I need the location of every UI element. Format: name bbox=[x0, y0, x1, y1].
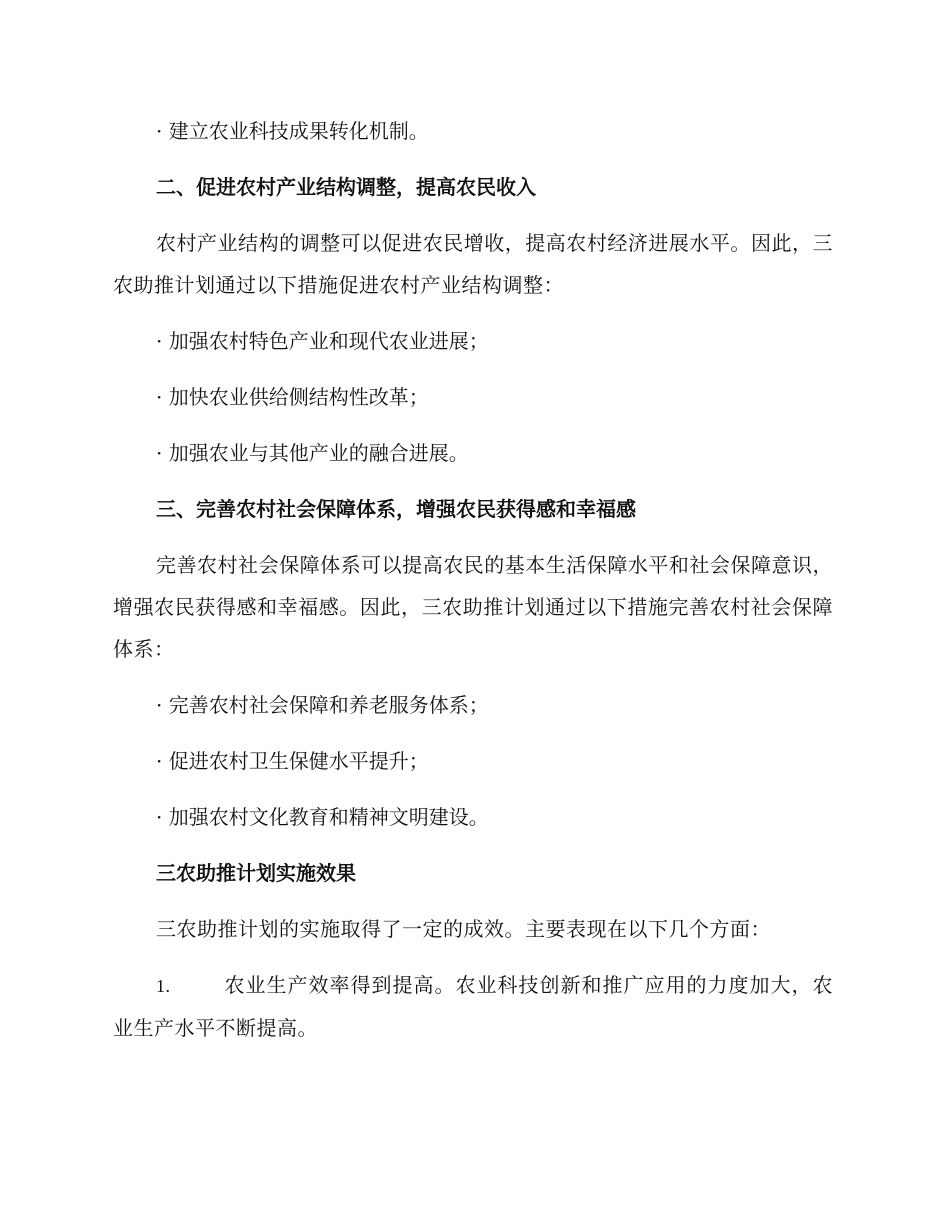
bullet-item: · 建立农业科技成果转化机制。 bbox=[156, 119, 429, 143]
bullet-item: · 加快农业供给侧结构性改革； bbox=[156, 385, 429, 409]
bullet-item: · 加强农村特色产业和现代农业进展； bbox=[156, 329, 489, 353]
paragraph-social-security: 完善农村社会保障体系可以提高农民的基本生活保障水平和社会保障意识，增强农民获得感和幸福感。因此，三农助推计划通过以下措施完善农村社会保障体系： bbox=[113, 553, 833, 661]
paragraph-industry: 农村产业结构的调整可以促进农民增收，提高农村经济进展水平。因此，三农助推计划通过以下措施促进农村产业结构调整： bbox=[113, 231, 833, 297]
paragraph-effect: 三农助推计划的实施取得了一定的成效。主要表现在以下几个方面： bbox=[156, 917, 771, 941]
numbered-item-1 bbox=[113, 964, 833, 1049]
list-number: 1. bbox=[156, 976, 171, 996]
numbered-item-text: 农业生产效率得到提高。农业科技创新和推广应用的力度加大，农业生产水平不断提高。 bbox=[113, 973, 833, 1040]
bullet-item: · 加强农业与其他产业的融合进展。 bbox=[156, 441, 469, 465]
bullet-item: · 加强农村文化教育和精神文明建设。 bbox=[156, 805, 489, 829]
section-heading-effect: 三农助推计划实施效果 bbox=[156, 861, 356, 885]
bullet-item: · 完善农村社会保障和养老服务体系； bbox=[156, 693, 489, 717]
document-body bbox=[113, 110, 833, 1049]
bullet-item: · 促进农村卫生保健水平提升； bbox=[156, 749, 429, 773]
section-heading-2: 二、促进农村产业结构调整，提高农民收入 bbox=[156, 175, 536, 199]
section-heading-3: 三、完善农村社会保障体系，增强农民获得感和幸福感 bbox=[156, 497, 636, 521]
